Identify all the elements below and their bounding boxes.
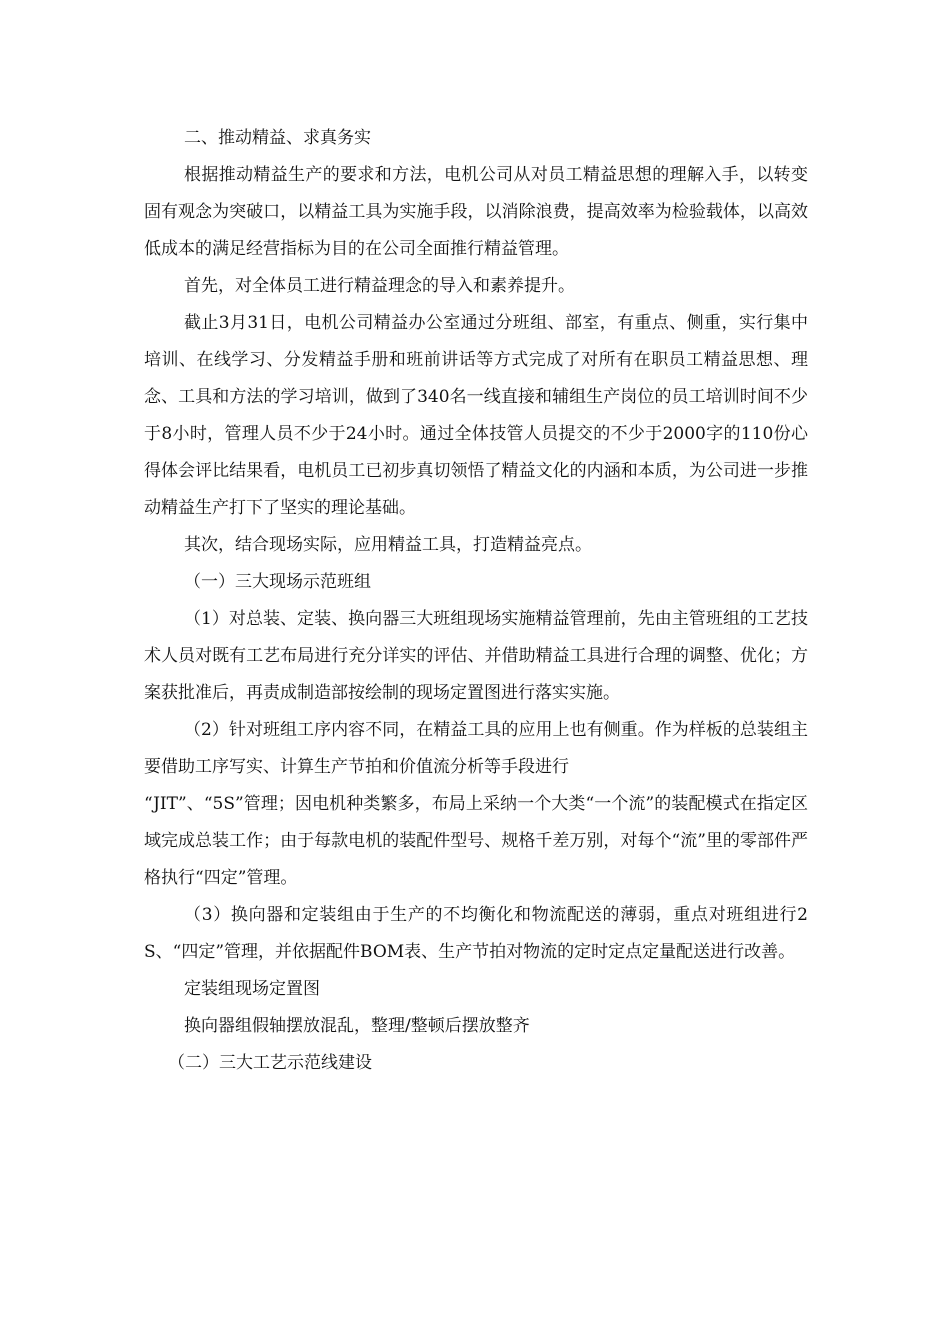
- list-item-1: （1）对总装、定装、换向器三大班组现场实施精益管理前，先由主管班组的工艺技术人员对既有工艺布局进行充分详实的评估、并借助精益工具进行合理的调整、优化；方案获批准后，再责成制造部按绘制的现场定置图进行落实实施。: [144, 609, 808, 703]
- list-item-2-continued: “JIT”、“5S”管理；因电机种类繁多，布局上采纳一个大类“一个流”的装配模式在指定区域完成总装工作；由于每款电机的装配件型号、规格千差万别，对每个“流”里的零部件严格执行“四定”管理。: [144, 794, 808, 888]
- list-item-2: （2）针对班组工序内容不同，在精益工具的应用上也有侧重。作为样板的总装组主要借助工序写实、计算生产节拍和价值流分析等手段进行: [144, 720, 808, 777]
- paragraph-intro: 根据推动精益生产的要求和方法，电机公司从对员工精益思想的理解入手，以转变固有观念为突破口，以精益工具为实施手段，以消除浪费，提高效率为检验载体，以高效低成本的满足经营指标为目的在公司全面推行精益管理。: [144, 165, 808, 259]
- subheading-demo-teams: （一）三大现场示范班组: [184, 572, 371, 592]
- caption-layout-diagram: 定装组现场定置图: [184, 979, 320, 999]
- paragraph-training: 截止3月31日，电机公司精益办公室通过分班组、部室，有重点、侧重，实行集中培训、在线学习、分发精益手册和班前讲话等方式完成了对所有在职员工精益思想、理念、工具和方法的学习培训，做到了340名一线直接和辅组生产岗位的员工培训时间不少于8小时，管理人员不少于24小时。通过全体技管人员提交的不少于2000字的110份心得体会评比结果看，电机员工已初步真切领悟了精益文化的内涵和本质，为公司进一步推动精益生产打下了坚实的理论基础。: [144, 313, 808, 518]
- list-item-3: （3）换向器和定装组由于生产的不均衡化和物流配送的薄弱，重点对班组进行2S、“四定”管理，并依据配件BOM表、生产节拍对物流的定时定点定量配送进行改善。: [144, 905, 808, 962]
- section-heading: 二、推动精益、求真务实: [184, 128, 371, 148]
- caption-commutator: 换向器组假轴摆放混乱，整理/整顿后摆放整齐: [184, 1016, 530, 1036]
- paragraph-second: 其次，结合现场实际，应用精益工具，打造精益亮点。: [184, 535, 592, 555]
- document-page: [144, 120, 808, 1082]
- subheading-demo-lines: （二）三大工艺示范线建设: [168, 1053, 372, 1073]
- paragraph-first: 首先，对全体员工进行精益理念的导入和素养提升。: [184, 276, 575, 296]
